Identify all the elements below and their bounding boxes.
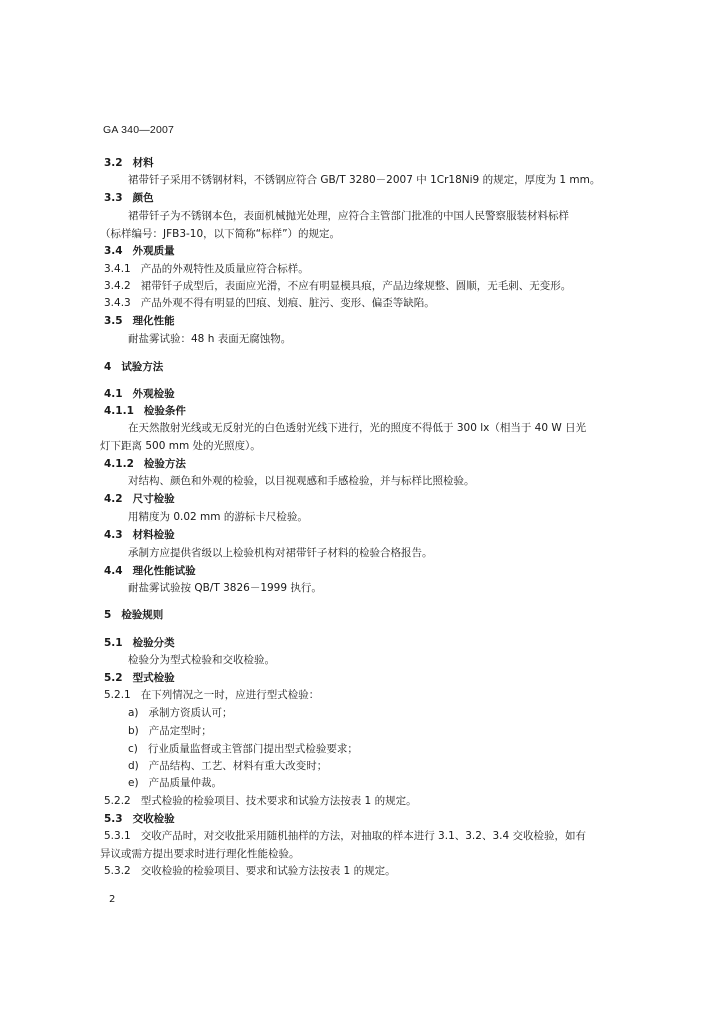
section-3-5-body: 耐盐雾试验：48 h 表面无腐蚀物。 (128, 333, 292, 345)
section-number: 4.1.2 (104, 458, 134, 470)
list-marker: c) (128, 743, 138, 755)
section-number: 5 (104, 609, 112, 621)
section-text: 产品外观不得有明显的凹痕、划痕、脏污、变形、偏歪等缺陷。 (140, 297, 435, 309)
page-number: 2 (109, 894, 116, 905)
section-number: 5.3.2 (104, 865, 131, 877)
list-text: 产品结构、工艺、材料有重大改变时； (148, 760, 328, 772)
section-text: 在下列情况之一时，应进行型式检验： (140, 689, 320, 701)
section-text: 交收产品时，对交收批采用随机抽样的方法，对抽取的样本进行 3.1、3.2、3.4 交收检验，如有 (140, 830, 586, 842)
section-title: 理化性能 (132, 315, 175, 327)
section-5-3-heading (104, 812, 175, 826)
list-text: 行业质量监督或主管部门提出型式检验要求； (147, 743, 358, 755)
section-3-3-heading (104, 191, 154, 205)
section-number: 4.3 (104, 529, 123, 541)
section-number: 5.2.1 (104, 689, 131, 701)
section-text: 型式检验的检验项目、技术要求和试验方法按表 1 的规定。 (140, 795, 417, 807)
section-4-4-body: 耐盐雾试验按 QB/T 3826－1999 执行。 (128, 582, 322, 594)
list-item (128, 759, 327, 773)
section-number: 4.2 (104, 493, 123, 505)
section-3-2-body: 裙带钎子采用不锈钢材料，不锈钢应符合 GB/T 3280－2007 中 1Cr18Ni9 的规定，厚度为 1 mm。 (128, 174, 601, 186)
section-4-1-heading (104, 387, 175, 401)
section-text: 裙带钎子成型后，表面应光滑，不应有明显模具痕，产品边缘规整、圆顺，无毛刺、无变形。 (140, 280, 572, 292)
section-number: 5.1 (104, 637, 123, 649)
section-title: 外观质量 (132, 245, 175, 257)
list-item (128, 706, 233, 720)
section-title: 型式检验 (132, 672, 175, 684)
section-number: 3.5 (104, 315, 123, 327)
section-3-3-body-line1: 裙带钎子为不锈钢本色，表面机械抛光处理，应符合主管部门批准的中国人民警察服装材料标样 (128, 210, 569, 222)
section-title: 试验方法 (121, 361, 164, 373)
list-item (128, 776, 222, 790)
list-item (128, 724, 212, 738)
section-number: 4.1.1 (104, 405, 134, 417)
section-number: 4.4 (104, 565, 123, 577)
section-title: 理化性能试验 (132, 565, 196, 577)
section-5-3-1 (104, 829, 586, 843)
section-title: 颜色 (132, 192, 154, 204)
section-title: 材料检验 (132, 529, 175, 541)
section-number: 3.4.1 (104, 263, 131, 275)
section-text: 产品的外观特性及质量应符合标样。 (140, 263, 309, 275)
section-title: 检验分类 (132, 637, 175, 649)
section-title: 交收检验 (132, 813, 175, 825)
list-item (128, 742, 358, 756)
section-title: 尺寸检验 (132, 493, 175, 505)
list-marker: d) (128, 760, 139, 772)
section-4-1-2-body: 对结构、颜色和外观的检验，以目视观感和手感检验，并与标样比照检验。 (128, 475, 475, 487)
section-number: 3.4 (104, 245, 123, 257)
section-3-4-heading (104, 244, 175, 258)
list-marker: b) (128, 725, 139, 737)
section-4-3-body: 承制方应提供省级以上检验机构对裙带钎子材料的检验合格报告。 (128, 547, 433, 559)
section-number: 3.4.3 (104, 297, 131, 309)
section-4-4-heading (104, 564, 196, 578)
section-4-1-2-heading (104, 457, 186, 471)
section-number: 3.2 (104, 157, 123, 169)
section-title: 检验规则 (121, 609, 164, 621)
section-text: 交收检验的检验项目、要求和试验方法按表 1 的规定。 (140, 865, 396, 877)
section-4-1-1-heading (104, 404, 186, 418)
section-3-4-3 (104, 296, 435, 310)
section-4-1-1-body-line2: 灯下距离 500 mm 处的光照度）。 (100, 440, 261, 452)
list-marker: e) (128, 777, 139, 789)
section-title: 检验方法 (143, 458, 186, 470)
section-5-1-heading (104, 636, 175, 650)
chapter-5-heading (104, 608, 163, 622)
section-title: 材料 (132, 157, 154, 169)
section-number: 5.2.2 (104, 795, 131, 807)
section-title: 外观检验 (132, 388, 175, 400)
section-5-2-1 (104, 688, 319, 702)
section-4-2-body: 用精度为 0.02 mm 的游标卡尺检验。 (128, 511, 308, 523)
section-5-2-2 (104, 794, 417, 808)
section-5-3-2 (104, 864, 396, 878)
section-number: 3.3 (104, 192, 123, 204)
section-5-2-heading (104, 671, 175, 685)
section-title: 检验条件 (143, 405, 186, 417)
section-3-3-body-line2: （标样编号：JFB3-10，以下简称“标样”）的规定。 (100, 228, 341, 240)
section-number: 5.3 (104, 813, 123, 825)
section-3-2-heading (104, 156, 154, 170)
list-marker: a) (128, 707, 139, 719)
section-number: 4 (104, 361, 112, 373)
list-text: 产品质量仲裁。 (148, 777, 223, 789)
section-5-3-1-line2: 异议或需方提出要求时进行理化性能检验。 (100, 848, 300, 860)
section-3-4-2 (104, 279, 571, 293)
chapter-4-heading (104, 360, 163, 374)
section-number: 4.1 (104, 388, 123, 400)
section-number: 5.3.1 (104, 830, 131, 842)
section-number: 3.4.2 (104, 280, 131, 292)
section-4-2-heading (104, 492, 175, 506)
section-3-4-1 (104, 262, 309, 276)
section-number: 5.2 (104, 672, 123, 684)
document-header: GA 340—2007 (103, 124, 175, 136)
section-5-1-body: 检验分为型式检验和交收检验。 (128, 654, 275, 666)
list-text: 承制方资质认可； (148, 707, 233, 719)
section-4-3-heading (104, 528, 175, 542)
section-3-5-heading (104, 314, 175, 328)
list-text: 产品定型时； (148, 725, 212, 737)
section-4-1-1-body-line1: 在天然散射光线或无反射光的白色透射光线下进行，光的照度不得低于 300 lx（相当于 40 W 日光 (128, 422, 587, 434)
